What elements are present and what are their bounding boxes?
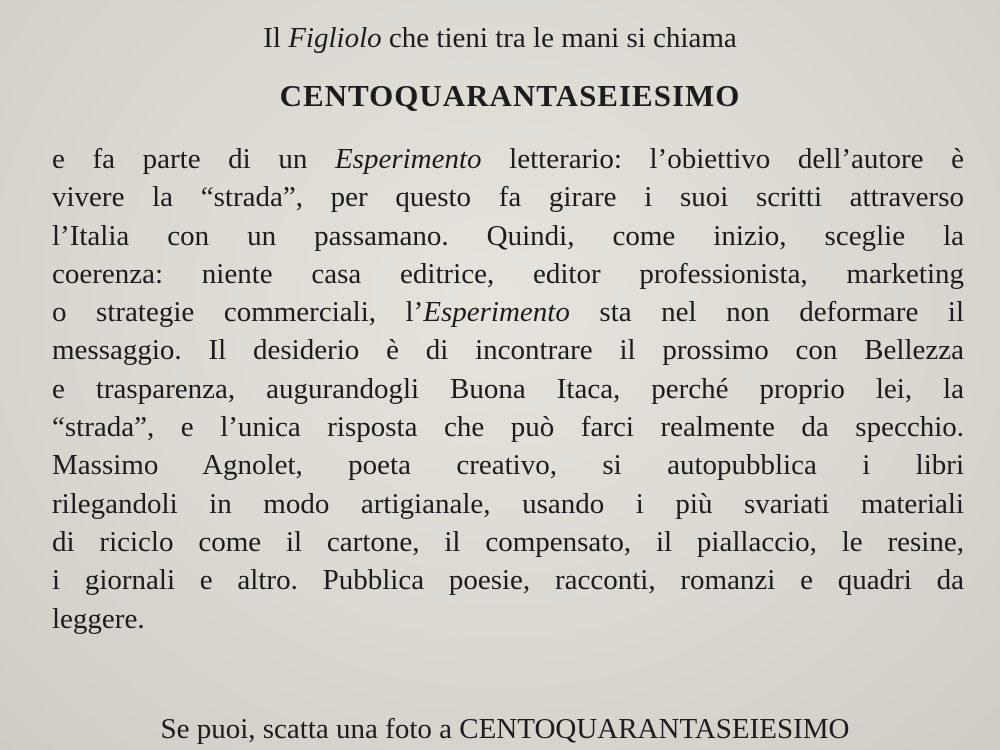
- paragraph-line: messaggio. Il desiderio è di incontrare il prossimo con Bellezza: [52, 334, 964, 367]
- paragraph-text: letterario: l’obiettivo dell’autore è: [481, 143, 964, 175]
- paragraph-line: di riciclo come il cartone, il compensato, il piallaccio, le resine,: [52, 525, 964, 558]
- description-paragraph: [52, 140, 964, 638]
- book-title: CENTOQUARANTASEIESIMO: [279, 78, 741, 113]
- paragraph-text: e fa parte di un: [52, 143, 335, 175]
- paragraph-line: Massimo Agnolet, poeta creativo, si autopubblica i libri: [52, 449, 964, 482]
- paragraph-text: o strategie commerciali, l’: [52, 296, 424, 329]
- paragraph-line: “strada”, e l’unica risposta che può farci realmente da specchio.: [52, 411, 964, 444]
- paragraph-line: l’Italia con un passamano. Quindi, come inizio, sceglie la: [52, 219, 964, 252]
- intro-text-after: che tieni tra le mani si chiama: [381, 22, 737, 54]
- paragraph-line: i giornali e altro. Pubblica poesie, racconti, romanzi e quadri da: [52, 564, 964, 597]
- intro-text-before: Il: [263, 22, 289, 54]
- paragraph-line: leggere.: [52, 602, 145, 635]
- paragraph-line: vivere la “strada”, per questo fa girare i suoi scritti attraverso: [52, 181, 964, 214]
- paragraph-line: e trasparenza, augurandogli Buona Itaca, perché proprio lei, la: [52, 372, 964, 405]
- footer-line: Se puoi, scatta una foto a CENTOQUARANTASEIESIMO: [160, 713, 850, 745]
- paragraph-line: [52, 140, 964, 178]
- paragraph-line: [52, 293, 964, 331]
- paragraph-line: rilegandoli in modo artigianale, usando i più svariati materiali: [52, 487, 964, 520]
- paragraph-italic-word: Esperimento: [423, 296, 570, 329]
- paragraph-italic-word: Esperimento: [334, 143, 482, 175]
- intro-italic-word: Figliolo: [288, 22, 382, 54]
- intro-line: [0, 18, 1000, 58]
- paragraph-text: sta nel non deformare il: [569, 296, 964, 329]
- paragraph-line: coerenza: niente casa editrice, editor professionista, marketing: [52, 257, 964, 290]
